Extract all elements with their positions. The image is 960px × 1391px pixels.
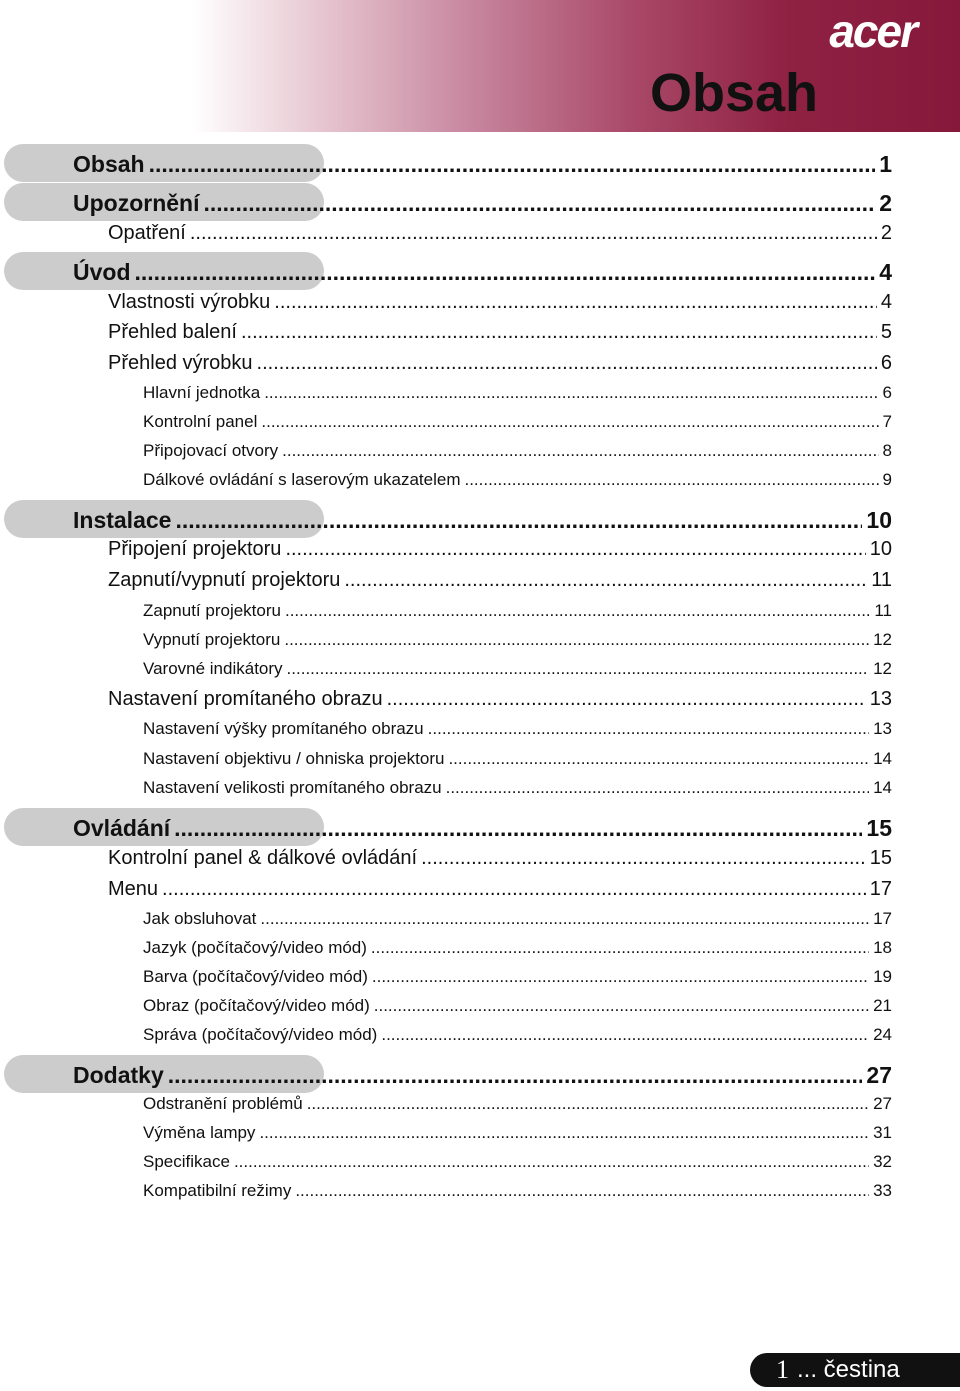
toc-leader-dots [284, 630, 869, 650]
toc-entry-title: Ovládání [73, 815, 171, 841]
toc-entry-title: Nastavení objektivu / ohniska projektoru [143, 749, 445, 768]
toc-leader-dots [295, 1181, 869, 1201]
toc-entry-page: 33 [873, 1181, 892, 1200]
toc-leader-dots [257, 352, 877, 375]
toc-leader-dots [285, 601, 870, 621]
toc-entry-title: Nastavení výšky promítaného obrazu [143, 719, 424, 738]
toc-entry-title: Kompatibilní režimy [143, 1181, 292, 1200]
toc-entry[interactable] [0, 688, 960, 720]
toc-entry[interactable] [0, 630, 960, 662]
toc-entry-page: 1 [879, 151, 892, 177]
toc-entry[interactable] [0, 1152, 960, 1184]
toc-entry[interactable] [0, 996, 960, 1028]
toc-entry-title: Dodatky [73, 1062, 164, 1088]
toc-entry-page: 11 [874, 601, 892, 620]
toc-entry[interactable] [0, 938, 960, 970]
toc-entry-title: Správa (počítačový/video mód) [143, 1025, 378, 1044]
toc-entry-page: 17 [869, 878, 892, 900]
toc-leader-dots [274, 291, 877, 314]
toc-line [108, 688, 892, 711]
toc-entry-title: Kontrolní panel & dálkové ovládání [108, 847, 418, 869]
toc-entry-title: Nastavení velikosti promítaného obrazu [143, 778, 442, 797]
toc-entry-title: Nastavení promítaného obrazu [108, 688, 383, 710]
toc-leader-dots [135, 259, 876, 286]
toc-line [108, 222, 892, 245]
toc-entry-page: 27 [866, 1062, 892, 1088]
toc-line [143, 441, 892, 461]
toc-entry-title: Jak obsluhovat [143, 909, 257, 928]
toc-leader-dots [287, 659, 870, 679]
toc-entry[interactable] [0, 659, 960, 691]
toc-line [108, 321, 892, 344]
toc-entry-page: 14 [873, 778, 892, 797]
toc-entry[interactable] [0, 538, 960, 570]
toc-entry[interactable] [0, 183, 960, 215]
toc-entry[interactable] [0, 252, 960, 284]
toc-entry[interactable] [0, 1181, 960, 1213]
toc-leader-dots [149, 151, 876, 178]
toc-entry-page: 5 [880, 321, 892, 343]
toc-entry-title: Varovné indikátory [143, 659, 283, 678]
toc-line [143, 1123, 892, 1143]
toc-line [143, 412, 892, 432]
toc-entry[interactable] [0, 909, 960, 941]
toc-entry[interactable] [0, 352, 960, 384]
toc-leader-dots [285, 538, 865, 561]
toc-line [108, 291, 892, 314]
toc-entry-page: 15 [869, 847, 892, 869]
toc-line [143, 749, 892, 769]
toc-entry-title: Přehled výrobku [108, 352, 253, 374]
toc-leader-dots [264, 383, 878, 403]
page-number: 1 [776, 1355, 789, 1384]
toc-line [143, 470, 892, 490]
toc-line [108, 847, 892, 870]
toc-leader-dots [204, 190, 876, 217]
toc-line [73, 815, 892, 842]
toc-leader-dots [381, 1025, 869, 1045]
toc-entry[interactable] [0, 1123, 960, 1155]
toc-entry[interactable] [0, 470, 960, 502]
toc-line [143, 383, 892, 403]
toc-leader-dots [371, 938, 869, 958]
toc-entry-title: Zapnutí projektoru [143, 601, 281, 620]
toc-entry-page: 2 [879, 190, 892, 216]
toc-entry-page: 18 [873, 938, 892, 957]
toc-entry-page: 13 [873, 719, 892, 738]
toc-line [143, 938, 892, 958]
toc-entry-page: 15 [866, 815, 892, 841]
toc-line [73, 151, 892, 178]
toc-leader-dots [448, 749, 869, 769]
toc-entry-page: 8 [882, 441, 892, 460]
toc-leader-dots [307, 1094, 869, 1114]
toc-entry-page: 7 [882, 412, 892, 431]
toc-entry[interactable] [0, 601, 960, 633]
toc-leader-dots [464, 470, 878, 490]
toc-entry-page: 4 [879, 259, 892, 285]
toc-leader-dots [421, 847, 866, 870]
toc-entry[interactable] [0, 967, 960, 999]
toc-entry-page: 32 [873, 1152, 892, 1171]
toc-entry[interactable] [0, 878, 960, 910]
toc-leader-dots [174, 815, 862, 842]
toc-entry-page: 6 [880, 352, 892, 374]
toc-line [108, 352, 892, 375]
toc-entry-page: 13 [869, 688, 892, 710]
page-title: Obsah [650, 63, 819, 123]
toc-entry-page: 11 [871, 569, 892, 591]
toc-entry[interactable] [0, 291, 960, 323]
toc-entry-page: 10 [869, 538, 892, 560]
toc-entry[interactable] [0, 808, 960, 840]
brand-logo: acer [829, 5, 916, 57]
toc-entry[interactable] [0, 719, 960, 751]
toc-leader-dots [282, 441, 878, 461]
toc-entry-page: 17 [873, 909, 892, 928]
page-footer [750, 1353, 960, 1387]
toc-line [108, 878, 892, 901]
toc-entry-title: Výměna lampy [143, 1123, 256, 1142]
toc-entry-page: 12 [873, 659, 892, 678]
toc-entry[interactable] [0, 569, 960, 601]
toc-line [73, 259, 892, 286]
toc-line [143, 601, 892, 621]
toc-entry-page: 2 [880, 222, 892, 244]
toc-entry-title: Specifikace [143, 1152, 230, 1171]
toc-leader-dots [260, 909, 869, 929]
toc-entry-title: Kontrolní panel [143, 412, 258, 431]
toc-line [108, 538, 892, 561]
toc-entry-page: 24 [873, 1025, 892, 1044]
toc-entry-title: Zapnutí/vypnutí projektoru [108, 569, 341, 591]
toc-line [143, 996, 892, 1016]
toc-leader-dots [261, 412, 878, 432]
toc-entry-page: 9 [882, 470, 892, 489]
toc-line [73, 507, 892, 534]
toc-entry[interactable] [0, 144, 960, 176]
toc-entry-page: 27 [873, 1094, 892, 1113]
toc-entry-page: 31 [873, 1123, 892, 1142]
toc-entry[interactable] [0, 412, 960, 444]
toc-entry[interactable] [0, 321, 960, 353]
toc-entry-title: Instalace [73, 507, 172, 533]
toc-leader-dots [428, 719, 869, 739]
toc-leader-dots [234, 1152, 869, 1172]
toc-entry-page: 19 [873, 967, 892, 986]
toc-entry-page: 12 [873, 630, 892, 649]
toc-entry-title: Připojovací otvory [143, 441, 279, 460]
toc-line [143, 909, 892, 929]
toc-line [143, 1094, 892, 1114]
toc-leader-dots [372, 967, 869, 987]
toc-line [73, 190, 892, 217]
toc-entry-title: Hlavní jednotka [143, 383, 261, 402]
toc-leader-dots [374, 996, 869, 1016]
toc-entry-page: 10 [866, 507, 892, 533]
toc-line [143, 719, 892, 739]
toc-entry-title: Vlastnosti výrobku [108, 291, 271, 313]
toc-entry[interactable] [0, 383, 960, 415]
toc-entry[interactable] [0, 749, 960, 781]
language-label: ... čestina [797, 1356, 900, 1383]
toc-entry[interactable] [0, 1055, 960, 1087]
toc-line [143, 1152, 892, 1172]
toc-leader-dots [190, 222, 877, 245]
toc-entry[interactable] [0, 441, 960, 473]
toc-entry[interactable] [0, 847, 960, 879]
toc-line [73, 1062, 892, 1089]
toc-entry-title: Odstranění problémů [143, 1094, 303, 1113]
toc-entry-page: 6 [882, 383, 892, 402]
toc-entry[interactable] [0, 500, 960, 532]
toc-entry[interactable] [0, 222, 960, 254]
toc-leader-dots [259, 1123, 869, 1143]
toc-entry-title: Obraz (počítačový/video mód) [143, 996, 370, 1015]
toc-line [108, 569, 892, 592]
toc-entry-title: Menu [108, 878, 159, 900]
toc-entry-title: Obsah [73, 151, 145, 177]
toc-entry[interactable] [0, 1094, 960, 1126]
toc-entry-title: Připojení projektoru [108, 538, 282, 560]
toc-line [143, 1025, 892, 1045]
toc-leader-dots [168, 1062, 863, 1089]
toc-entry-title: Přehled balení [108, 321, 237, 343]
toc-entry-title: Barva (počítačový/video mód) [143, 967, 368, 986]
toc-entry-page: 14 [873, 749, 892, 768]
toc-entry-title: Dálkové ovládání s laserovým ukazatelem [143, 470, 461, 489]
toc-line [143, 630, 892, 650]
toc-entry-title: Upozornění [73, 190, 200, 216]
toc-entry-page: 21 [873, 996, 892, 1015]
toc-line [143, 778, 892, 798]
toc-leader-dots [344, 569, 867, 592]
toc-line [143, 967, 892, 987]
toc-entry-title: Úvod [73, 259, 131, 285]
toc-line [143, 1181, 892, 1201]
toc-entry-title: Opatření [108, 222, 186, 244]
toc-entry-title: Vypnutí projektoru [143, 630, 281, 649]
toc-leader-dots [387, 688, 866, 711]
toc-leader-dots [241, 321, 877, 344]
toc-entry[interactable] [0, 778, 960, 810]
toc-line [143, 659, 892, 679]
toc-leader-dots [446, 778, 869, 798]
toc-entry-title: Jazyk (počítačový/video mód) [143, 938, 367, 957]
toc-entry-page: 4 [880, 291, 892, 313]
toc-leader-dots [175, 507, 862, 534]
toc-leader-dots [162, 878, 866, 901]
toc-entry[interactable] [0, 1025, 960, 1057]
